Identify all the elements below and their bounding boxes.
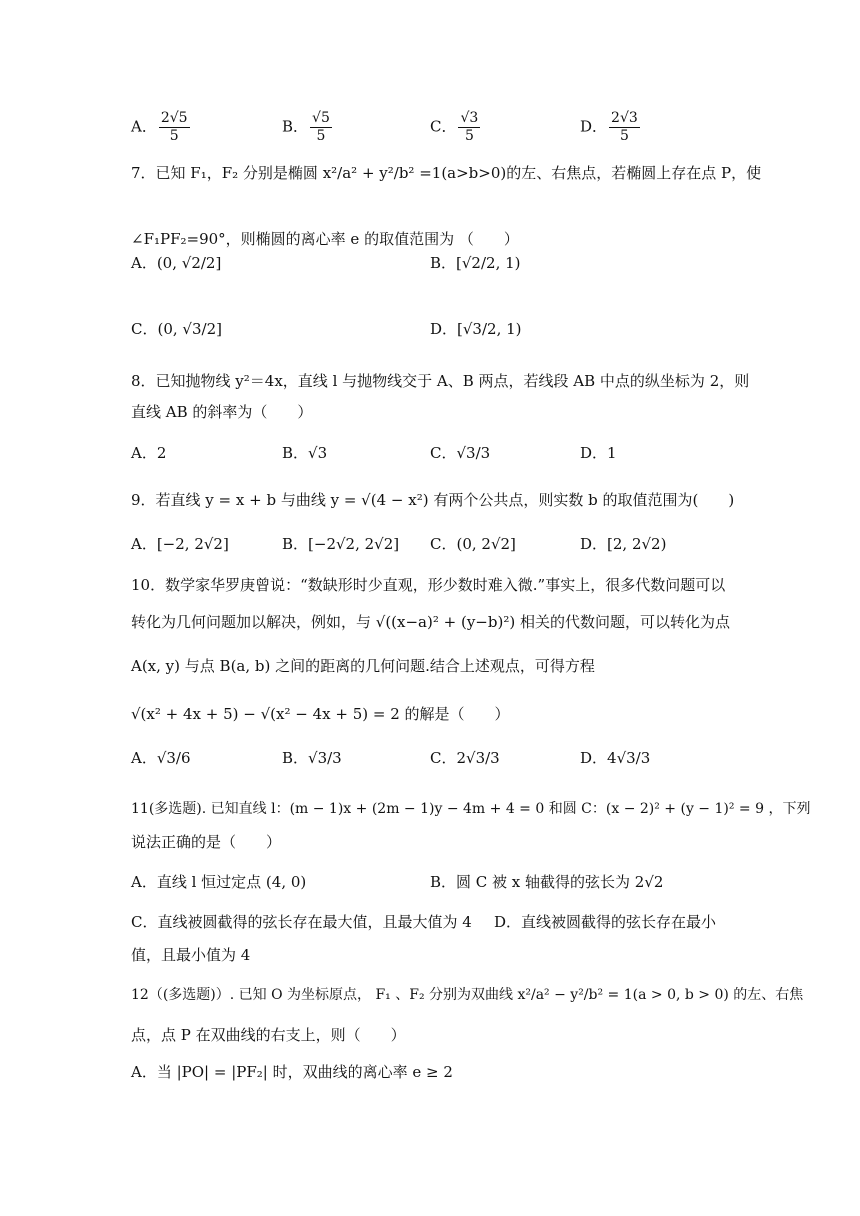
q11-stem-line2: 说法正确的是（ ） (131, 833, 282, 851)
q6-option-b: B． $\frac{√5}{5}$ (282, 110, 330, 144)
q7-option-a: A．(0, √2/2] (131, 254, 222, 272)
q12-stem-line1: 12（(多选题)）. 已知 O 为坐标原点， F₁ 、F₂ 分别为双曲线 x²/a² − y²/b² = 1(a > 0, b > 0) 的左、右焦 (131, 987, 804, 1003)
q7-stem-line1: 7．已知 F₁，F₂ 分别是椭圆 x²/a² + y²/b² =1(a>b>0)的左、右焦点，若椭圆上存在点 P，使 (131, 164, 762, 182)
q7-stem-line2: ∠F₁PF₂=90°，则椭圆的离心率 e 的取值范围为 （ ） (131, 230, 519, 248)
q12-stem-line2: 点，点 P 在双曲线的右支上，则（ ） (131, 1026, 406, 1044)
q8-stem-line1: 8．已知抛物线 y²＝4x，直线 l 与抛物线交于 A、B 两点，若线段 AB 中点的纵坐标为 2，则 (131, 372, 750, 390)
q8-option-c: C．√3/3 (430, 444, 491, 462)
q7-option-c: C．(0, √3/2] (131, 320, 222, 338)
q11-option-d-cont: 值，且最小值为 4 (131, 946, 251, 964)
q10-stem-line4: √(x² + 4x + 5) − √(x² − 4x + 5) = 2 的解是（ ） (131, 705, 510, 723)
q10-option-b: B．√3/3 (282, 749, 342, 767)
q8-stem-line2: 直线 AB 的斜率为（ ） (131, 403, 313, 421)
q11-option-a: A．直线 l 恒过定点 (4, 0) (131, 873, 307, 891)
q11-option-c: C．直线被圆截得的弦长存在最大值，且最大值为 4 (131, 913, 472, 931)
q6-option-a: A． $\frac{2√5}{5}$ (131, 110, 188, 144)
q10-stem-line3: A(x, y) 与点 B(a, b) 之间的距离的几何问题.结合上述观点，可得方程 (131, 657, 595, 675)
q9-option-a: A．[−2, 2√2] (131, 535, 229, 553)
q12-option-a: A．当 |PO| = |PF₂| 时，双曲线的离心率 e ≥ 2 (131, 1063, 453, 1081)
q10-option-c: C．2√3/3 (430, 749, 500, 767)
q8-option-a: A．2 (131, 444, 167, 462)
q11-stem-line1: 11(多选题). 已知直线 l：(m − 1)x + (2m − 1)y − 4m + 4 = 0 和圆 C：(x − 2)² + (y − 1)² = 9 ，下列 (131, 801, 811, 817)
q7-option-d: D．[√3/2, 1) (430, 320, 522, 338)
q9-option-c: C．(0, 2√2] (430, 535, 516, 553)
q9-option-d: D．[2, 2√2) (580, 535, 667, 553)
q6-option-c: C． $\frac{√3}{5}$ (430, 110, 479, 144)
q10-option-d: D．4√3/3 (580, 749, 651, 767)
q11-option-d: D．直线被圆截得的弦长存在最小 (494, 913, 717, 931)
q10-stem-line1: 10．数学家华罗庚曾说：“数缺形时少直观，形少数时难入微.”事实上，很多代数问题可以 (131, 576, 726, 594)
q10-stem-line2: 转化为几何问题加以解决，例如，与 √((x−a)² + (y−b)²) 相关的代数问题，可以转化为点 (131, 613, 730, 631)
q9-option-b: B．[−2√2, 2√2] (282, 535, 400, 553)
q6-option-d: D． $\frac{2√3}{5}$ (580, 110, 638, 144)
q11-option-b: B．圆 C 被 x 轴截得的弦长为 2√2 (430, 873, 664, 891)
q9-stem-line1: 9．若直线 y = x + b 与曲线 y = √(4 − x²) 有两个公共点，则实数 b 的取值范围为( ) (131, 491, 735, 509)
q6-a-num: 2√5 (160, 110, 188, 126)
q7-option-b: B．[√2/2, 1) (430, 254, 521, 272)
q10-option-a: A．√3/6 (131, 749, 191, 767)
q8-option-b: B．√3 (282, 444, 328, 462)
q8-option-d: D．1 (580, 444, 617, 462)
